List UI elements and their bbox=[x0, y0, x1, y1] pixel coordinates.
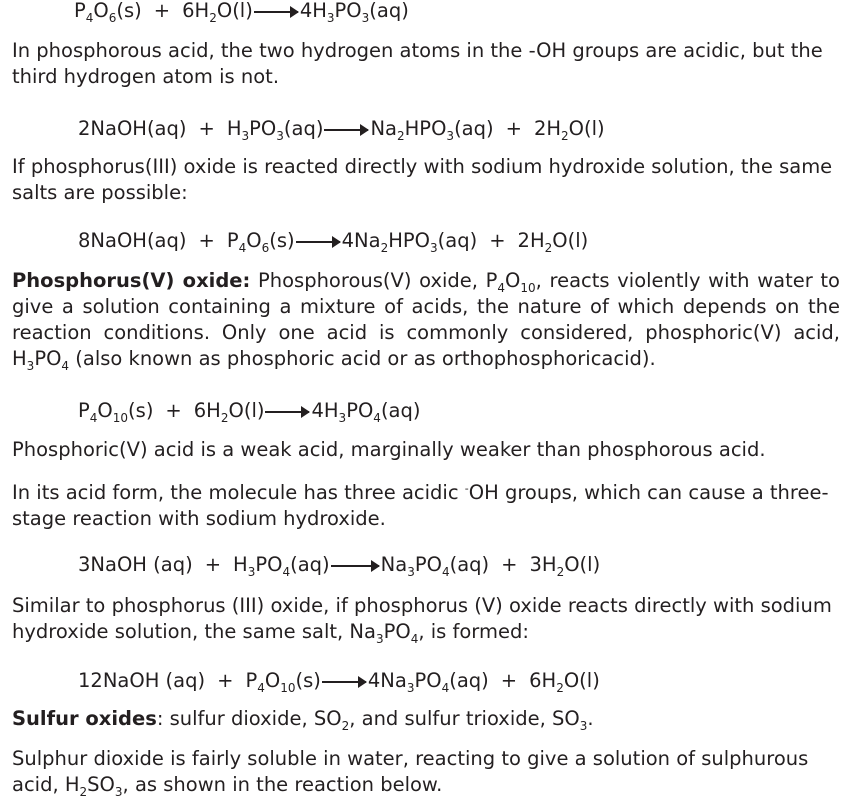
product-water: $3H_2O(l)$ bbox=[529, 553, 601, 579]
reactant-naoh: 12NaOH (aq) bbox=[78, 669, 206, 692]
product-water: $2H_2O(l)$ bbox=[517, 229, 589, 255]
plus-sign: + bbox=[198, 117, 215, 140]
paragraph-sulphurous-acid: Sulphur dioxide is fairly soluble in water, reacting to give a solution of sulphurous acid, $H_2SO_3$, as shown in the reaction below. bbox=[12, 747, 809, 799]
reactant-naoh: 2NaOH(aq) bbox=[78, 117, 187, 140]
product-na3po4: $4Na_3PO_4(aq)$ bbox=[367, 669, 489, 695]
reactant-naoh: 8NaOH(aq) bbox=[78, 229, 187, 252]
equation-p4o6-water bbox=[74, 0, 409, 24]
reaction-arrow-icon bbox=[296, 241, 340, 243]
product-h3po4: $4H_3PO_4(aq)$ bbox=[311, 399, 421, 425]
product-water: $6H_2O(l)$ bbox=[529, 669, 600, 695]
reactant-h3po3: $H_3PO_3(aq)$ bbox=[226, 117, 324, 143]
plus-sign: + bbox=[198, 229, 215, 252]
equation-naoh-p4o10 bbox=[78, 668, 600, 694]
reaction-arrow-icon bbox=[324, 129, 368, 131]
plus-sign: + bbox=[489, 229, 506, 252]
product-na2hpo3: $Na_2HPO_3(aq)$ bbox=[370, 117, 494, 143]
plus-sign: + bbox=[505, 117, 522, 140]
reaction-arrow-icon bbox=[254, 11, 298, 13]
reactant-p4o10: $P_4O_{10}(s)$ bbox=[78, 399, 154, 425]
product-na2hpo3: $4Na_2HPO_3(aq)$ bbox=[341, 229, 478, 255]
plus-sign: + bbox=[153, 0, 171, 22]
paragraph-acid-hydrogens: In phosphorous acid, the two hydrogen atoms in the -OH groups are acidic, but the third hydrogen atom is not. bbox=[12, 39, 823, 88]
reactant-water: $6H_2O(l)$ bbox=[193, 399, 265, 425]
reactant-p4o6: $P_4O_6(s)$ bbox=[74, 0, 142, 25]
reaction-arrow-icon bbox=[331, 565, 379, 567]
reactant-water: $6H_2O(l)$ bbox=[182, 0, 253, 25]
product-water: $2H_2O(l)$ bbox=[533, 117, 605, 143]
reactant-h3po4: $H_3PO_4(aq)$ bbox=[233, 553, 330, 579]
paragraph-same-salt: Similar to phosphorus (III) oxide, if phosphorus (V) oxide reacts directly with sodium hydroxide solution, the same salt, $Na_3PO_4$, is formed: bbox=[12, 594, 832, 646]
equation-p4o10-water bbox=[78, 398, 420, 424]
reaction-arrow-icon bbox=[265, 411, 309, 413]
equation-naoh-p4o6 bbox=[78, 228, 588, 254]
plus-sign: + bbox=[217, 669, 234, 692]
plus-sign: + bbox=[500, 669, 518, 692]
paragraph-p3-oxide-naoh: If phosphorus(III) oxide is reacted directly with sodium hydroxide solution, the same salts are possible: bbox=[12, 155, 833, 204]
paragraph-three-stage: In its acid form, the molecule has three acidic -OH groups, which can cause a three-stage reaction with sodium hydroxide. bbox=[12, 481, 829, 530]
equation-naoh-h3po3 bbox=[78, 116, 605, 142]
equation-naoh-h3po4 bbox=[78, 552, 600, 578]
paragraph-p5-oxide: Phosphorus(V) oxide: Phosphorous(V) oxide, $P_4O_{10}$, reacts violently with water to give a solution containing a mixture of acids, the nature of which depends on the reaction conditions. Only one acid is commonly considered, phosphoric(V) acid, $H_3PO_4$ (also known as phosphoric acid or as orthophosphoricacid). bbox=[12, 269, 840, 373]
plus-sign: + bbox=[165, 399, 182, 422]
section-heading-p5-oxide: Phosphorus(V) oxide: bbox=[12, 269, 251, 292]
reactant-p4o6: $P_4O_6(s)$ bbox=[226, 229, 295, 255]
plus-sign: + bbox=[501, 553, 518, 576]
paragraph-weak-acid: Phosphoric(V) acid is a weak acid, marginally weaker than phosphorous acid. bbox=[12, 438, 766, 461]
paragraph-sulfur-oxides: Sulfur oxides: sulfur dioxide, $SO_2$, and sulfur trioxide, $SO_3$. bbox=[12, 707, 594, 733]
reactant-p4o10: $P_4O_{10}(s)$ bbox=[245, 669, 321, 695]
section-heading-sulfur-oxides: Sulfur oxides bbox=[12, 707, 157, 730]
reaction-arrow-icon bbox=[322, 681, 366, 683]
plus-sign: + bbox=[204, 553, 222, 576]
product-na3po4: $Na_3PO_4(aq)$ bbox=[380, 553, 490, 579]
reactant-naoh: 3NaOH (aq) bbox=[78, 553, 193, 576]
product-h3po3: $4H_3PO_3(aq)$ bbox=[299, 0, 409, 25]
